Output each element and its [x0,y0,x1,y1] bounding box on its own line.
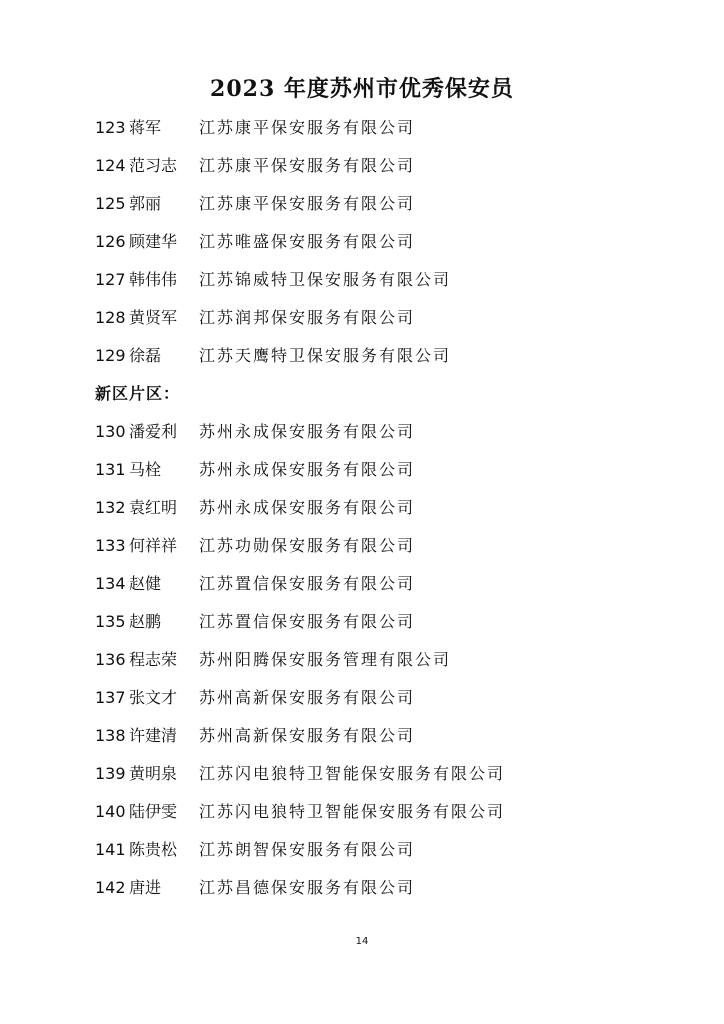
list-item [95,836,695,874]
person-name: 程志荣 [129,650,178,669]
company-name: 苏州高新保安服务有限公司 [199,688,416,707]
entry-number: 141 [95,840,126,859]
person-name: 马栓 [129,460,162,479]
person-name: 张文才 [129,688,178,707]
entry-number: 133 [95,536,126,555]
company-name: 江苏天鹰特卫保安服务有限公司 [199,346,452,365]
company-name: 江苏润邦保安服务有限公司 [199,308,416,327]
entry-number: 138 [95,726,126,745]
company-name: 江苏锦威特卫保安服务有限公司 [199,270,452,289]
person-name: 韩伟伟 [129,270,178,289]
section-heading: 新区片区： [95,384,181,403]
company-name: 苏州永成保安服务有限公司 [199,460,416,479]
entry-number: 136 [95,650,126,669]
entry-number: 140 [95,802,126,821]
company-name: 苏州阳腾保安服务管理有限公司 [199,650,452,669]
person-name: 顾建华 [129,232,178,251]
list-item [95,342,695,380]
company-name: 江苏康平保安服务有限公司 [199,156,416,175]
company-name: 江苏唯盛保安服务有限公司 [199,232,416,251]
person-name: 陈贵松 [129,840,178,859]
entry-number: 125 [95,194,126,213]
entry-number: 123 [95,118,126,137]
company-name: 江苏置信保安服务有限公司 [199,612,416,631]
person-name: 许建清 [129,726,178,745]
list-item [95,418,695,456]
company-name: 苏州高新保安服务有限公司 [199,726,416,745]
entry-list [95,114,695,912]
person-name: 蒋军 [129,118,162,137]
person-name: 唐进 [129,878,162,897]
entry-number: 130 [95,422,126,441]
entry-number: 124 [95,156,126,175]
list-item [95,874,695,912]
company-name: 江苏康平保安服务有限公司 [199,118,416,137]
list-item [95,570,695,608]
entry-number: 135 [95,612,126,631]
person-name: 潘爱利 [129,422,178,441]
person-name: 郭丽 [129,194,162,213]
entry-number: 126 [95,232,126,251]
list-item [95,684,695,722]
list-item [95,760,695,798]
person-name: 黄明泉 [129,764,178,783]
entry-number: 127 [95,270,126,289]
company-name: 江苏置信保安服务有限公司 [199,574,416,593]
page-title: 2023 年度苏州市优秀保安员 [210,76,514,102]
entry-number: 128 [95,308,126,327]
person-name: 赵鹏 [129,612,162,631]
person-name: 黄贤军 [129,308,178,327]
list-item [95,798,695,836]
list-item [95,646,695,684]
company-name: 江苏功勋保安服务有限公司 [199,536,416,555]
company-name: 江苏闪电狼特卫智能保安服务有限公司 [199,802,506,821]
list-item [95,494,695,532]
person-name: 袁红明 [129,498,178,517]
company-name: 江苏昌德保安服务有限公司 [199,878,416,897]
company-name: 江苏闪电狼特卫智能保安服务有限公司 [199,764,506,783]
entry-number: 131 [95,460,126,479]
company-name: 苏州永成保安服务有限公司 [199,498,416,517]
person-name: 陆伊雯 [129,802,178,821]
entry-number: 142 [95,878,126,897]
company-name: 苏州永成保安服务有限公司 [199,422,416,441]
entry-number: 134 [95,574,126,593]
list-item [95,228,695,266]
list-item [95,190,695,228]
list-item [95,114,695,152]
list-item [95,608,695,646]
entry-number: 139 [95,764,126,783]
entry-number: 137 [95,688,126,707]
company-name: 江苏朗智保安服务有限公司 [199,840,416,859]
list-item [95,152,695,190]
person-name: 徐磊 [129,346,162,365]
company-name: 江苏康平保安服务有限公司 [199,194,416,213]
list-item [95,266,695,304]
list-item [95,304,695,342]
entry-number: 129 [95,346,126,365]
entry-number: 132 [95,498,126,517]
list-item [95,532,695,570]
list-item [95,722,695,760]
list-item [95,456,695,494]
page-number: 14 [355,936,369,947]
person-name: 何祥祥 [129,536,178,555]
person-name: 赵健 [129,574,162,593]
person-name: 范习志 [129,156,178,175]
